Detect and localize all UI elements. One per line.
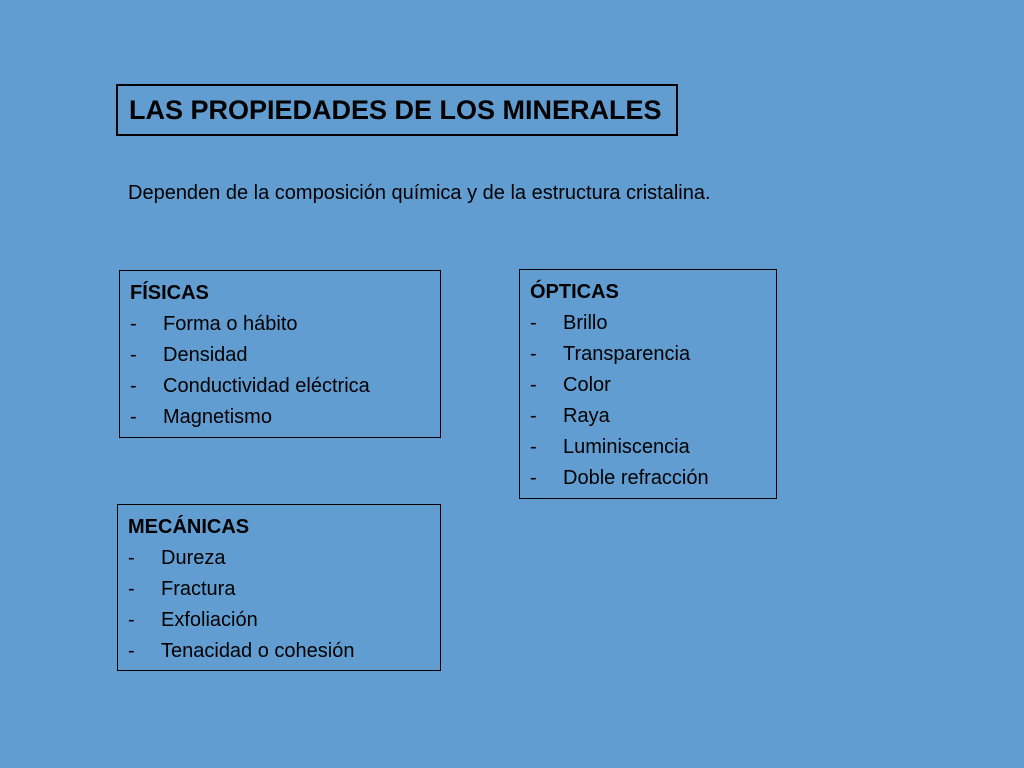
mecanicas-heading: MECÁNICAS [128, 516, 250, 538]
fisicas-box [119, 270, 441, 438]
bullet-dash: - [130, 375, 137, 397]
list-item-label: Densidad [163, 344, 248, 366]
list-item [128, 605, 440, 636]
list-item [128, 574, 440, 605]
list-item [530, 432, 776, 463]
list-item-label: Magnetismo [163, 406, 272, 428]
list-item-label: Raya [563, 405, 610, 427]
list-item-label: Fractura [161, 578, 236, 600]
fisicas-heading: FÍSICAS [130, 282, 209, 304]
slide-subtitle: Dependen de la composición química y de la estructura cristalina. [128, 182, 711, 204]
bullet-dash: - [128, 578, 135, 600]
bullet-dash: - [530, 312, 537, 334]
list-item [130, 371, 440, 402]
list-item-label: Color [563, 374, 611, 396]
list-item [130, 309, 440, 340]
mecanicas-list [128, 543, 440, 667]
list-item-label: Exfoliación [161, 609, 258, 631]
bullet-dash: - [530, 436, 537, 458]
bullet-dash: - [530, 467, 537, 489]
list-item [530, 463, 776, 494]
list-item-label: Transparencia [563, 343, 691, 365]
opticas-list [530, 308, 776, 494]
mecanicas-box [117, 504, 441, 671]
slide-title-box [116, 84, 678, 136]
list-item-label: Tenacidad o cohesión [161, 640, 355, 662]
bullet-dash: - [130, 406, 137, 428]
list-item [130, 340, 440, 371]
bullet-dash: - [128, 547, 135, 569]
list-item [128, 636, 440, 667]
slide-title: LAS PROPIEDADES DE LOS MINERALES [129, 94, 662, 125]
list-item-label: Luminiscencia [563, 436, 690, 458]
list-item-label: Forma o hábito [163, 313, 298, 335]
list-item-label: Doble refracción [563, 467, 709, 489]
list-item [128, 543, 440, 574]
list-item [530, 339, 776, 370]
list-item [530, 308, 776, 339]
bullet-dash: - [530, 374, 537, 396]
list-item-label: Brillo [563, 312, 608, 334]
list-item [130, 402, 440, 433]
opticas-heading: ÓPTICAS [530, 281, 619, 303]
list-item [530, 401, 776, 432]
bullet-dash: - [130, 344, 137, 366]
opticas-box [519, 269, 777, 499]
list-item-label: Dureza [161, 547, 226, 569]
bullet-dash: - [530, 343, 537, 365]
fisicas-list [130, 309, 440, 433]
bullet-dash: - [128, 640, 135, 662]
bullet-dash: - [530, 405, 537, 427]
list-item [530, 370, 776, 401]
bullet-dash: - [130, 313, 137, 335]
bullet-dash: - [128, 609, 135, 631]
list-item-label: Conductividad eléctrica [163, 375, 370, 397]
